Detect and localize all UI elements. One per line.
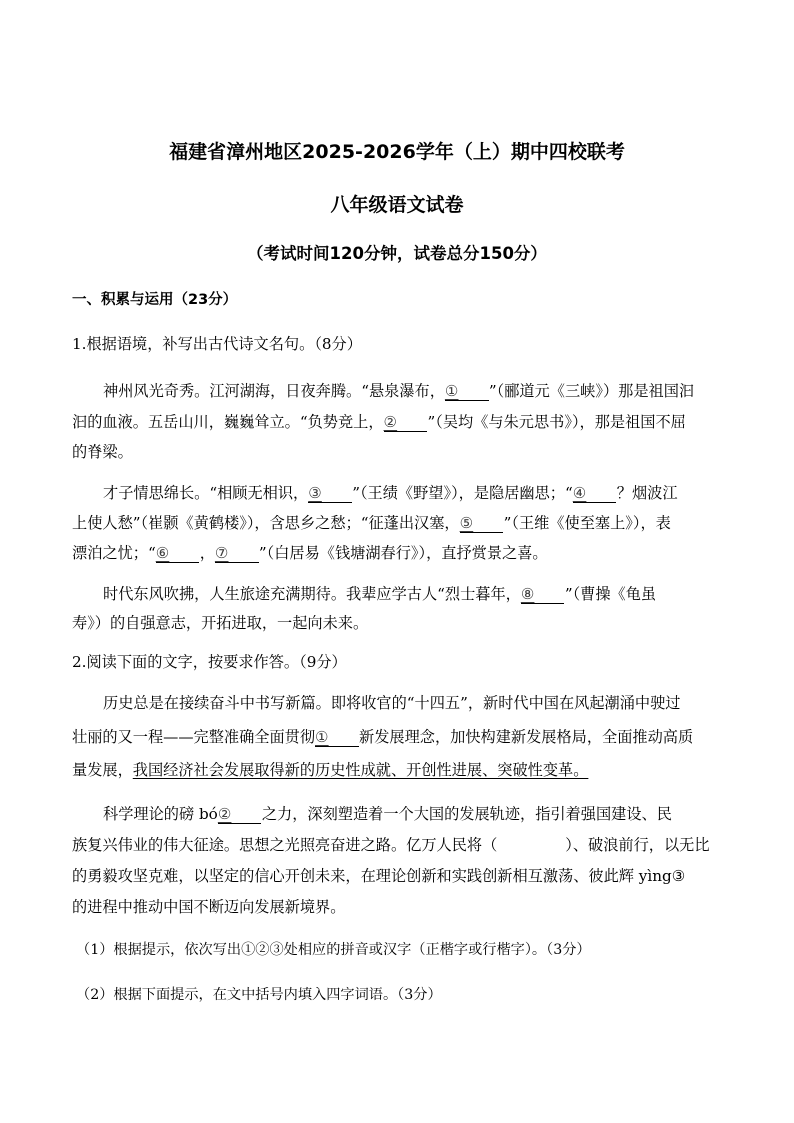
text-run: 科学理论的磅 bó <box>103 805 218 823</box>
q2-paragraph-2-line-3: 的勇毅攻坚克难，以坚定的信心开创未来，在理论创新和实践创新相互激荡、彼此辉 yìng③ <box>72 867 686 885</box>
text-run: 漂泊之忧；“ <box>72 544 156 562</box>
q2-paragraph-1-line-3 <box>72 760 732 780</box>
q1-paragraph-3-line-1 <box>103 584 732 604</box>
section-heading: 一、积累与运用（23分） <box>72 292 238 308</box>
q1-paragraph-2-line-3 <box>72 543 732 563</box>
text-run: ？烟波江 <box>616 484 678 502</box>
text-run: ”（郦道元《三峡》）那是祖国汩 <box>488 382 695 400</box>
exam-subtitle: 八年级语文试卷 <box>330 194 464 216</box>
q2-subquestion-1: （1）根据提示，依次写出①②③处相应的拼音或汉字（正楷字或行楷字）。（3分） <box>76 942 591 958</box>
blank-4[interactable]: ④ <box>573 483 617 503</box>
blank-5[interactable]: ⑤ <box>460 513 504 533</box>
blank-3[interactable]: ③ <box>308 483 352 503</box>
blank-7[interactable]: ⑦ <box>215 543 259 563</box>
text-run: 量发展， <box>72 761 133 779</box>
blank-q2-1[interactable]: ① <box>315 727 359 747</box>
exam-title: 福建省漳州地区2025-2026学年（上）期中四校联考 <box>169 141 625 163</box>
blank-6[interactable]: ⑥ <box>156 543 200 563</box>
text-run: ， <box>199 544 215 562</box>
q1-paragraph-1-line-3: 的脊梁。 <box>72 443 133 461</box>
q1-paragraph-2-line-1 <box>103 483 732 503</box>
text-run: ”（曹操《龟虽 <box>564 585 657 603</box>
text-run: 上使人愁”（崔颢《黄鹤楼》），含思乡之愁；“征蓬出汉塞， <box>72 514 460 532</box>
question-2-stem: 2.阅读下面的文字，按要求作答。（9分） <box>72 653 347 671</box>
text-run: ”（白居易《钱塘湖春行》），直抒赏景之喜。 <box>258 544 548 562</box>
blank-1[interactable]: ① <box>445 381 489 401</box>
text-run: 之力，深刻塑造着一个大国的发展轨迹，指引着强国建设、民 <box>261 805 672 823</box>
text-run: 壮丽的又一程——完整准确全面贯彻 <box>72 728 315 746</box>
q2-subquestion-2: （2）根据下面提示，在文中括号内填入四字词语。（3分） <box>76 987 442 1003</box>
q2-paragraph-2-line-2 <box>72 835 732 855</box>
blank-q2-2[interactable]: ② <box>218 804 262 824</box>
underlined-sentence: 我国经济社会发展取得新的历史性成就、开创性进展、突破性变革。 <box>132 761 589 779</box>
blank-8[interactable]: ⑧ <box>521 584 565 604</box>
text-run: 汩的血液。五岳山川，巍巍耸立。“负势竞上， <box>72 413 384 431</box>
exam-info: （考试时间120分钟，试卷总分150分） <box>247 244 547 263</box>
q2-paragraph-1-line-1: 历史总是在接续奋斗中书写新篇。即将收官的“十四五”，新时代中国在风起潮涌中驶过 <box>103 694 681 712</box>
q2-paragraph-2-line-1 <box>103 804 732 824</box>
text-run: 神州风光奇秀。江河湖海，日夜奔腾。“悬泉瀑布， <box>103 382 445 400</box>
q1-paragraph-1-line-2 <box>72 412 732 432</box>
q2-paragraph-2-line-4: 的进程中推动中国不断迈向发展新境界。 <box>72 898 346 916</box>
text-run: ）、破浪前行，以无比 <box>565 836 710 854</box>
text-run: 族复兴伟业的伟大征途。思想之光照亮奋进之路。亿万人民将（ <box>72 836 498 854</box>
q1-paragraph-1-line-1 <box>103 381 732 401</box>
text-run: ”（王绩《野望》），是隐居幽思；“ <box>352 484 573 502</box>
q1-paragraph-3-line-2: 寿》）的自强意志，开拓进取，一起向未来。 <box>72 614 369 632</box>
q1-paragraph-2-line-2 <box>72 513 732 533</box>
text-run: 才子情思绵长。“相顾无相识， <box>103 484 309 502</box>
text-run: ”（王维《使至塞上》），表 <box>503 514 671 532</box>
question-1-stem: 1.根据语境，补写出古代诗文名句。（8分） <box>72 335 362 353</box>
text-run: 时代东风吹拂，人生旅途充满期待。我辈应学古人“烈士暮年， <box>103 585 521 603</box>
text-run: ”（吴均《与朱元思书》），那是祖国不屈 <box>427 413 686 431</box>
q2-paragraph-1-line-2 <box>72 727 732 747</box>
text-run: 新发展理念，加快构建新发展格局，全面推动高质 <box>359 728 694 746</box>
blank-2[interactable]: ② <box>384 412 428 432</box>
